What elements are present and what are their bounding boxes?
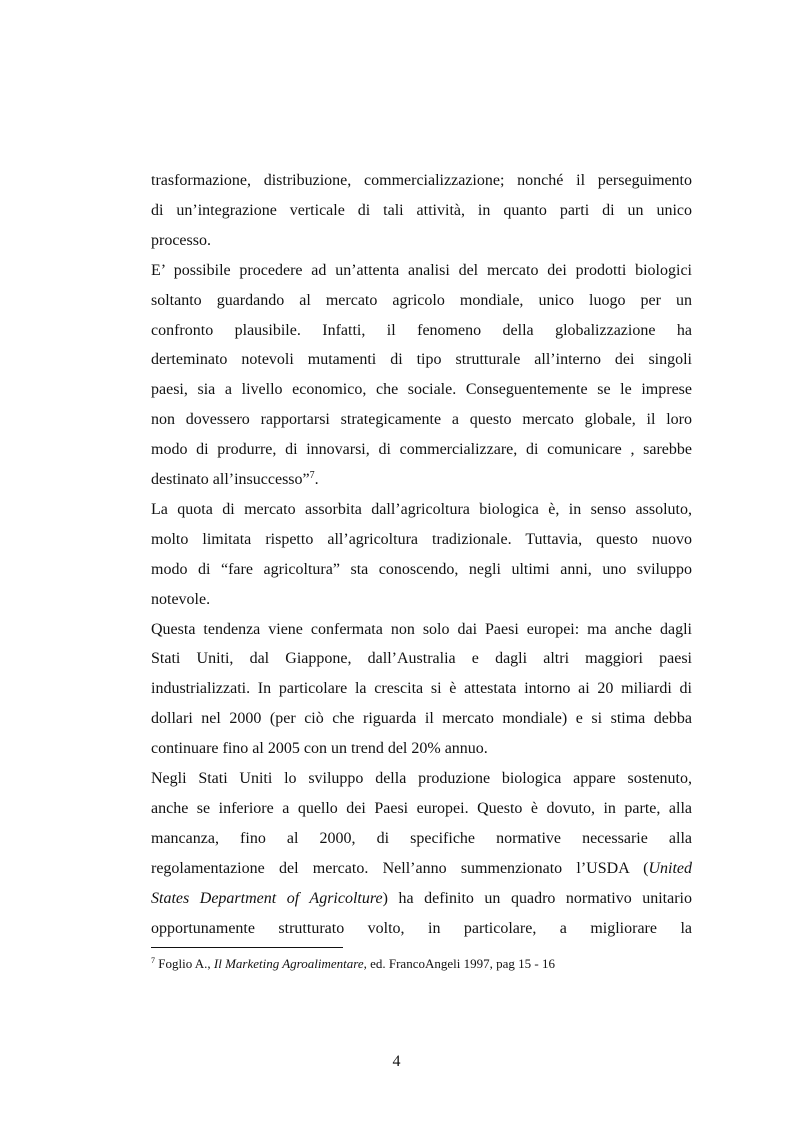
body-line: soltanto guardando al mercato agricolo mondiale, unico luogo per un bbox=[151, 292, 692, 309]
body-line: mancanza, fino al 2000, di specifiche normative necessarie alla bbox=[151, 830, 692, 847]
body-line: continuare fino al 2005 con un trend del 20% annuo. bbox=[151, 740, 488, 757]
body-line: confronto plausibile. Infatti, il fenomeno della globalizzazione ha bbox=[151, 322, 692, 339]
footnote-reference[interactable]: 7 bbox=[309, 470, 315, 481]
body-line: processo. bbox=[151, 232, 211, 249]
body-text: ) ha definito un quadro normativo unitario bbox=[382, 890, 693, 907]
body-line: modo di “fare agricoltura” sta conoscendo, negli ultimi anni, uno sviluppo bbox=[151, 561, 692, 578]
body-line: dollari nel 2000 (per ciò che riguarda il mercato mondiale) e si stima debba bbox=[151, 710, 692, 727]
page-number: 4 bbox=[392, 1053, 401, 1070]
body-text: destinato all’insuccesso” bbox=[151, 471, 310, 488]
body-line bbox=[151, 889, 692, 909]
body-line: paesi, sia a livello economico, che sociale. Conseguentemente se le imprese bbox=[151, 381, 692, 398]
body-line: Questa tendenza viene confermata non solo dai Paesi europei: ma anche dagli bbox=[151, 621, 692, 638]
body-line: E’ possibile procedere ad un’attenta analisi del mercato dei prodotti biologici bbox=[151, 262, 692, 279]
body-line: non dovessero rapportarsi strategicamente a questo mercato globale, il loro bbox=[151, 411, 692, 428]
body-line: trasformazione, distribuzione, commercializzazione; nonché il perseguimento bbox=[151, 172, 692, 189]
body-text-italic: States Department of Agricolture bbox=[151, 890, 383, 907]
body-line: notevole. bbox=[151, 591, 211, 608]
body-line: derteminato notevoli mutamenti di tipo strutturale all’interno dei singoli bbox=[151, 351, 692, 368]
body-text: regolamentazione del mercato. Nell’anno summenzionato l’USDA ( bbox=[151, 860, 649, 877]
footnote-divider bbox=[151, 947, 343, 948]
body-line bbox=[151, 470, 692, 490]
body-line: Negli Stati Uniti lo sviluppo della produzione biologica appare sostenuto, bbox=[151, 770, 692, 787]
body-line: opportunamente strutturato volto, in particolare, a migliorare la bbox=[151, 920, 692, 937]
body-line: modo di produrre, di innovarsi, di commercializzare, di comunicare , sarebbe bbox=[151, 441, 692, 458]
footnote-publisher: , ed. FrancoAngeli 1997, pag 15 - 16 bbox=[363, 956, 555, 971]
footnote-title: Il Marketing Agroalimentare bbox=[213, 956, 364, 971]
footnote bbox=[151, 956, 711, 972]
footnote-author: Foglio A., bbox=[155, 956, 214, 971]
body-line: La quota di mercato assorbita dall’agricoltura biologica è, in senso assoluto, bbox=[151, 501, 692, 518]
body-line: anche se inferiore a quello dei Paesi europei. Questo è dovuto, in parte, alla bbox=[151, 800, 692, 817]
body-line bbox=[151, 859, 692, 879]
body-line: Stati Uniti, dal Giappone, dall’Australia e dagli altri maggiori paesi bbox=[151, 650, 692, 667]
body-text: . bbox=[314, 471, 319, 488]
body-line: di un’integrazione verticale di tali attività, in quanto parti di un unico bbox=[151, 202, 692, 219]
footnote-number: 7 bbox=[151, 956, 155, 965]
body-text-italic: United bbox=[648, 860, 692, 877]
body-line: molto limitata rispetto all’agricoltura tradizionale. Tuttavia, questo nuovo bbox=[151, 531, 692, 548]
body-line: industrializzati. In particolare la crescita si è attestata intorno ai 20 miliardi di bbox=[151, 680, 692, 697]
